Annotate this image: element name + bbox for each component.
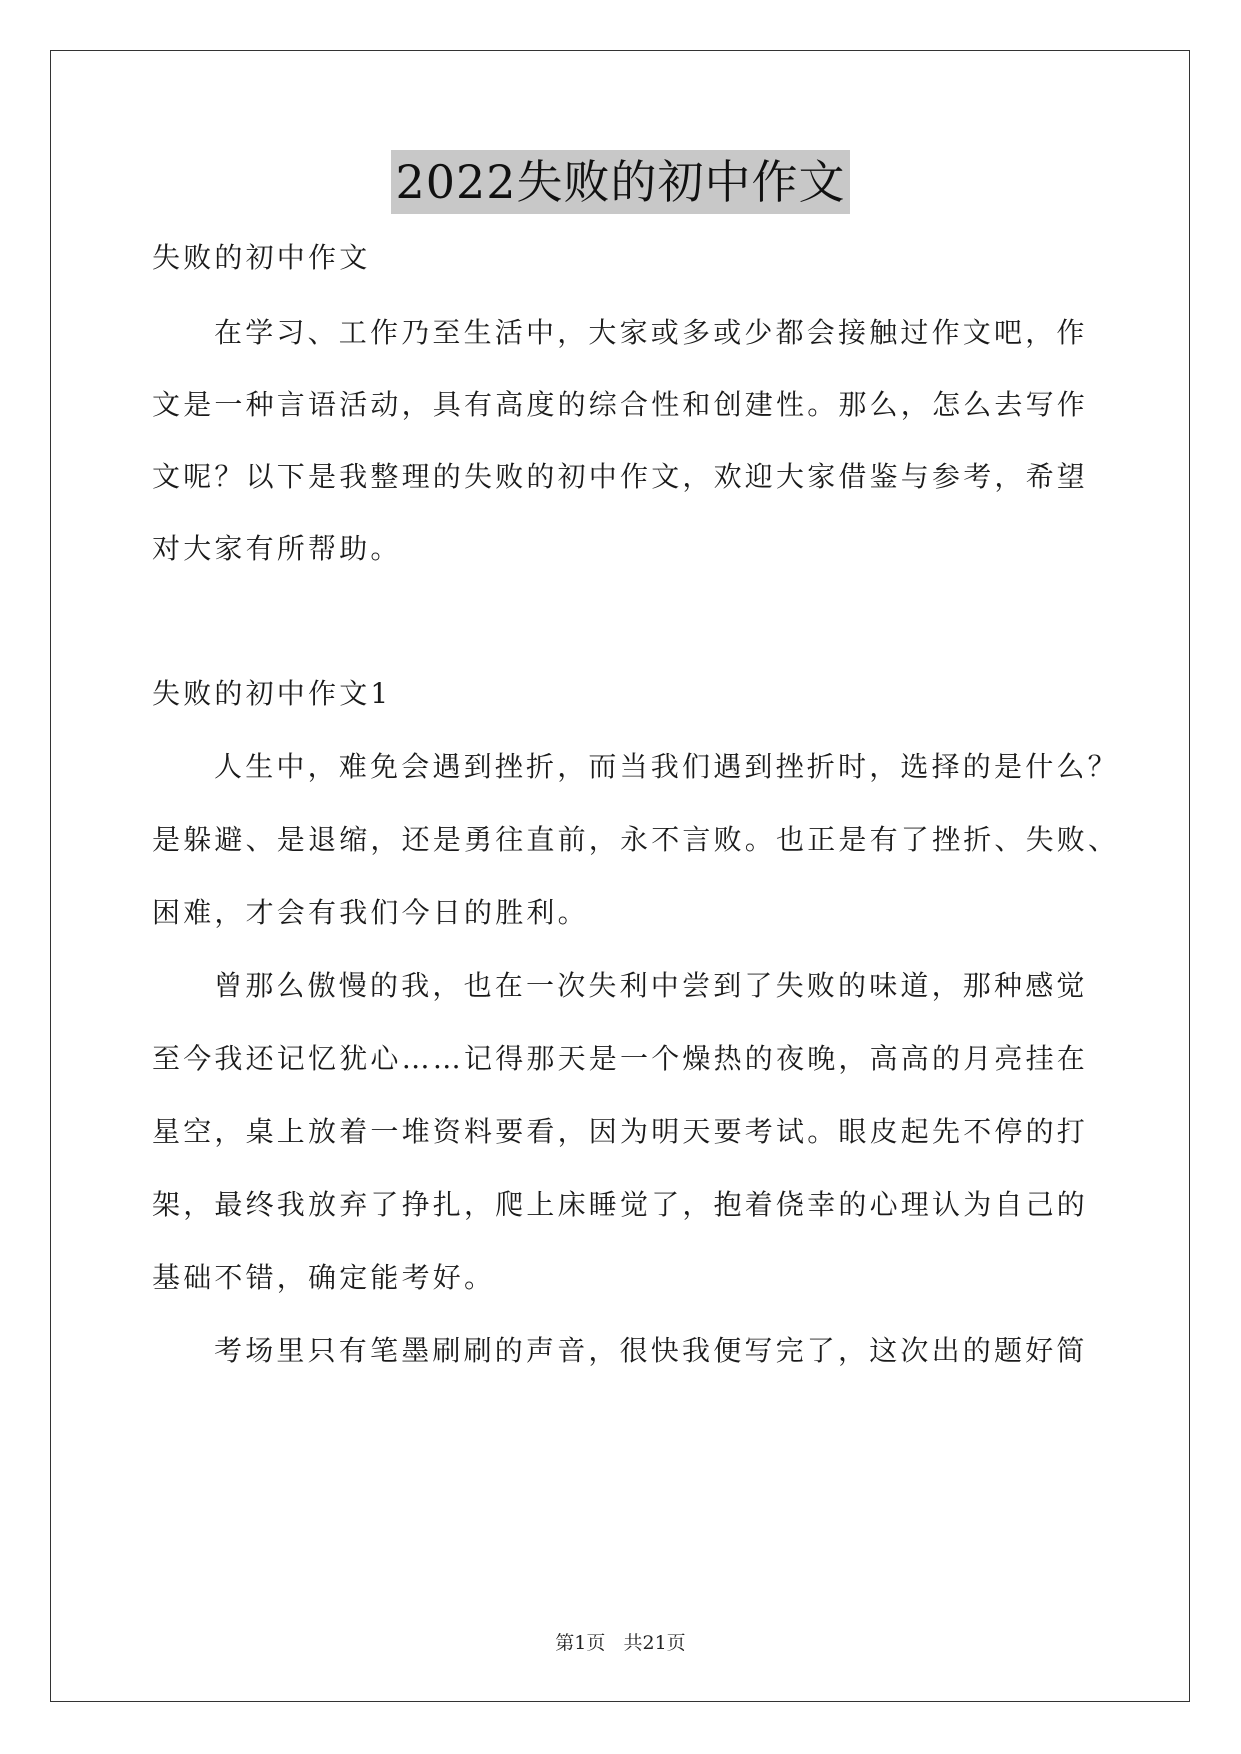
document-title: 2022失败的初中作文 — [391, 150, 849, 214]
subtitle-line: 失败的初中作文 — [152, 241, 371, 274]
paragraph-line: 文是一种言语活动，具有高度的综合性和创建性。那么，怎么去写作 — [152, 388, 1089, 421]
page-border — [50, 50, 1190, 1702]
paragraph-line: 对大家有所帮助。 — [152, 532, 402, 565]
paragraph-line: 曾那么傲慢的我，也在一次失利中尝到了失败的味道，那种感觉 — [214, 969, 1088, 1002]
title-container — [0, 150, 1241, 214]
page-footer — [0, 1628, 1241, 1655]
paragraph-line: 星空，桌上放着一堆资料要看，因为明天要考试。眼皮起先不停的打 — [152, 1115, 1089, 1148]
section-heading: 失败的初中作文1 — [152, 677, 392, 710]
paragraph-line: 在学习、工作乃至生活中，大家或多或少都会接触过作文吧，作 — [214, 316, 1088, 349]
paragraph-line: 文呢？以下是我整理的失败的初中作文，欢迎大家借鉴与参考，希望 — [152, 460, 1089, 493]
paragraph-line: 是躲避、是退缩，还是勇往直前，永不言败。也正是有了挫折、失败、 — [152, 823, 1120, 856]
paragraph-line: 基础不错，确定能考好。 — [152, 1261, 496, 1294]
paragraph-line: 考场里只有笔墨刷刷的声音，很快我便写完了，这次出的题好简 — [214, 1334, 1088, 1367]
paragraph-line: 至今我还记忆犹心……记得那天是一个燥热的夜晚，高高的月亮挂在 — [152, 1042, 1089, 1075]
page-number: 第1页 共21页 — [555, 1632, 686, 1654]
paragraph-line: 困难，才会有我们今日的胜利。 — [152, 896, 589, 929]
paragraph-line: 人生中，难免会遇到挫折，而当我们遇到挫折时，选择的是什么？ — [214, 750, 1119, 783]
paragraph-line: 架，最终我放弃了挣扎，爬上床睡觉了，抱着侥幸的心理认为自己的 — [152, 1188, 1089, 1221]
